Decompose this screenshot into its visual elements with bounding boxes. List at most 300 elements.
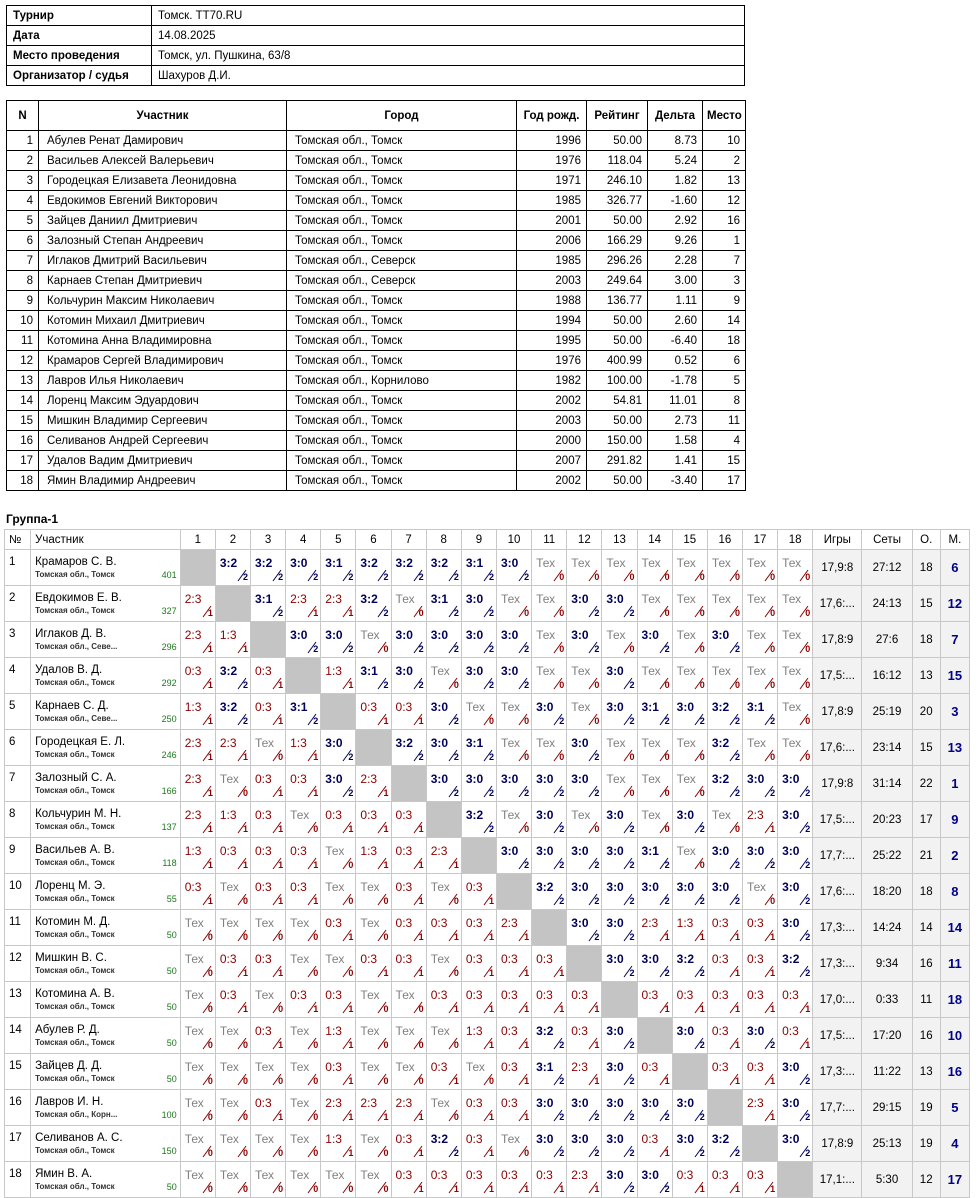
match-points: 1 (734, 1040, 740, 1050)
result-cell (637, 910, 672, 946)
participant-row (7, 231, 746, 251)
player-rating: 137 (161, 822, 177, 832)
match-points: 2 (699, 1112, 705, 1122)
result-cell (778, 874, 813, 910)
result-cell (532, 1162, 567, 1198)
player-city: Томская обл., Севе... (35, 714, 118, 723)
result-cell (532, 730, 567, 766)
info-label: Дата (7, 26, 152, 46)
result-cell (321, 622, 356, 658)
player-city: Томская обл., Томск (35, 1146, 115, 1155)
participant-cell: 17 (703, 471, 746, 491)
points-stat: 16 (912, 946, 940, 982)
match-points: 2 (805, 1112, 811, 1122)
participant-cell: 296.26 (587, 251, 648, 271)
match-points: 2 (453, 752, 459, 762)
match-points: 0 (699, 644, 705, 654)
result-cell (215, 658, 250, 694)
result-cell (742, 766, 777, 802)
match-points: 2 (629, 608, 635, 618)
result-cell (532, 982, 567, 1018)
match-points: 1 (594, 1040, 600, 1050)
player-name: Абулев Р. Д. (35, 1024, 100, 1036)
match-points: 0 (418, 1004, 424, 1014)
result-cell (391, 802, 426, 838)
match-score: 0:3 (711, 916, 729, 930)
column-header: Дельта (648, 101, 703, 131)
match-score: 3:0 (430, 736, 449, 750)
result-cell (426, 550, 461, 586)
match-points: 1 (418, 1184, 424, 1194)
result-cell (567, 910, 602, 946)
match-points: 1 (418, 1112, 424, 1122)
result-cell (778, 694, 813, 730)
participant-row (7, 251, 746, 271)
result-cell (356, 550, 391, 586)
match-points: 1 (699, 1184, 705, 1194)
match-points: 1 (524, 1112, 530, 1122)
match-points: 1 (805, 1040, 811, 1050)
result-cell (286, 766, 321, 802)
match-points: 0 (207, 1076, 213, 1086)
match-points: 2 (629, 716, 635, 726)
match-score: 0:3 (395, 1168, 413, 1182)
result-cell (532, 874, 567, 910)
result-cell (672, 622, 707, 658)
sets-stat: 25:19 (862, 694, 912, 730)
self-cell (778, 1162, 813, 1198)
result-cell (250, 874, 285, 910)
match-score: 3:2 (430, 556, 449, 570)
player-cell (31, 586, 181, 622)
result-cell (672, 802, 707, 838)
result-cell (637, 1126, 672, 1162)
participant-cell: Зайцев Даниил Дмитриевич (39, 211, 287, 231)
match-score: 2:3 (641, 916, 659, 930)
participant-cell: Иглаков Дмитрий Васильевич (39, 251, 287, 271)
self-cell (742, 1126, 777, 1162)
match-score: 3:0 (571, 1132, 589, 1146)
result-cell (250, 694, 285, 730)
match-score: 3:0 (676, 1096, 695, 1110)
match-points: 2 (453, 1148, 459, 1158)
sets-stat: 5:30 (862, 1162, 912, 1198)
participant-row (7, 311, 746, 331)
result-cell (356, 766, 391, 802)
match-score: Тех (500, 1132, 521, 1146)
match-points: 1 (278, 1040, 284, 1050)
match-score: 0:3 (254, 664, 272, 678)
match-points: 2 (559, 824, 565, 834)
match-score: 0:3 (395, 880, 413, 894)
result-cell (250, 946, 285, 982)
match-points: 0 (278, 1184, 284, 1194)
match-points: 0 (383, 644, 389, 654)
match-points: 0 (559, 608, 565, 618)
match-score: 0:3 (254, 700, 272, 714)
result-cell (496, 946, 531, 982)
result-cell (391, 874, 426, 910)
participant-cell: 1 (703, 231, 746, 251)
participant-cell: Томская обл., Томск (287, 391, 517, 411)
match-score: Тех (606, 772, 626, 786)
result-cell (426, 1126, 461, 1162)
participant-cell: 1985 (517, 251, 587, 271)
result-cell (742, 694, 777, 730)
match-score: 3:1 (290, 700, 308, 714)
match-points: 2 (559, 1148, 565, 1158)
match-score: 3:0 (465, 628, 484, 642)
participant-cell: 0.52 (648, 351, 703, 371)
match-score: 2:3 (360, 1096, 378, 1110)
result-cell (321, 730, 356, 766)
match-score: 0:3 (746, 916, 764, 930)
place-stat: 12 (940, 586, 969, 622)
match-points: 1 (524, 968, 530, 978)
participant-cell: 9.26 (648, 231, 703, 251)
match-score: Тех (536, 628, 556, 642)
player-cell (31, 946, 181, 982)
match-score: 3:0 (536, 808, 554, 822)
place-stat: 9 (940, 802, 969, 838)
result-cell (637, 982, 672, 1018)
header-opponent-6: 6 (356, 530, 391, 550)
match-score: 3:1 (430, 592, 449, 606)
result-cell (637, 874, 672, 910)
match-points: 1 (488, 1148, 494, 1158)
match-score: 3:0 (536, 844, 554, 858)
participant-cell: 2006 (517, 231, 587, 251)
result-cell (602, 1090, 637, 1126)
result-cell (180, 694, 215, 730)
result-cell (496, 802, 531, 838)
match-score: 0:3 (395, 808, 413, 822)
result-cell (391, 1090, 426, 1126)
participant-cell: 17 (7, 451, 39, 471)
result-cell (461, 658, 496, 694)
match-points: 0 (242, 1184, 248, 1194)
match-score: Тех (254, 1060, 275, 1074)
result-cell (567, 622, 602, 658)
result-cell (496, 1018, 531, 1054)
match-score: Тех (360, 916, 380, 930)
match-score: Тех (782, 700, 802, 714)
match-points: 0 (453, 896, 459, 906)
match-points: 1 (207, 896, 213, 906)
match-points: 0 (664, 680, 670, 690)
match-score: 3:0 (500, 556, 519, 570)
result-cell (567, 874, 602, 910)
match-score: Тех (360, 1168, 380, 1182)
self-cell (567, 946, 602, 982)
row-number: 11 (5, 910, 31, 946)
participant-cell: 4 (703, 431, 746, 451)
match-score: 2:3 (325, 1096, 342, 1110)
result-cell (707, 1162, 742, 1198)
result-cell (532, 946, 567, 982)
result-cell (426, 658, 461, 694)
participant-cell: Селиванов Андрей Сергеевич (39, 431, 287, 451)
result-cell (602, 1018, 637, 1054)
match-score: 3:0 (571, 772, 589, 786)
match-score: 3:0 (676, 1132, 695, 1146)
match-score: Тех (500, 808, 521, 822)
result-cell (180, 766, 215, 802)
participant-cell: 15 (703, 451, 746, 471)
player-rating: 50 (166, 966, 177, 976)
match-points: 1 (664, 932, 670, 942)
result-cell (321, 658, 356, 694)
participant-cell: Томская обл., Корнилово (287, 371, 517, 391)
match-points: 0 (242, 1148, 248, 1158)
match-points: 2 (594, 752, 600, 762)
games-stat: 17,3:... (813, 910, 862, 946)
result-cell (496, 982, 531, 1018)
match-points: 1 (278, 860, 284, 870)
match-points: 0 (770, 752, 776, 762)
group-row (5, 838, 970, 874)
match-points: 2 (524, 860, 530, 870)
result-cell (180, 586, 215, 622)
result-cell (567, 1054, 602, 1090)
match-score: Тех (746, 736, 767, 750)
match-score: 3:2 (219, 664, 238, 678)
match-score: Тех (465, 1060, 485, 1074)
result-cell (707, 1018, 742, 1054)
match-points: 2 (313, 572, 319, 582)
result-cell (602, 802, 637, 838)
match-points: 2 (559, 1112, 565, 1122)
result-cell (672, 694, 707, 730)
match-points: 2 (524, 644, 530, 654)
participant-cell: Васильев Алексей Валерьевич (39, 151, 287, 171)
match-points: 1 (278, 896, 284, 906)
player-city: Томская обл., Томск (35, 678, 115, 687)
match-score: 3:0 (676, 808, 695, 822)
match-score: 0:3 (536, 1168, 553, 1182)
result-cell (321, 874, 356, 910)
match-points: 0 (629, 644, 635, 654)
match-points: 1 (242, 968, 248, 978)
match-points: 2 (242, 680, 248, 690)
participant-cell: Удалов Вадим Дмитриевич (39, 451, 287, 471)
match-points: 1 (805, 1004, 811, 1014)
match-points: 2 (629, 1040, 635, 1050)
match-score: 0:3 (500, 1024, 518, 1038)
match-score: 0:3 (254, 844, 272, 858)
match-points: 0 (770, 644, 776, 654)
match-score: 0:3 (711, 952, 729, 966)
match-points: 2 (805, 1076, 811, 1086)
result-cell (180, 1090, 215, 1126)
header-opponent-5: 5 (321, 530, 356, 550)
match-points: 1 (453, 932, 459, 942)
match-points: 2 (770, 716, 776, 726)
match-points: 0 (699, 680, 705, 690)
match-points: 2 (734, 896, 740, 906)
result-cell (672, 910, 707, 946)
result-cell (180, 1162, 215, 1198)
match-score: 0:3 (782, 988, 799, 1002)
player-rating: 327 (161, 606, 177, 616)
match-score: 3:1 (360, 664, 378, 678)
match-points: 0 (207, 1112, 213, 1122)
match-points: 1 (348, 1040, 354, 1050)
sets-stat: 17:20 (862, 1018, 912, 1054)
result-cell (742, 1018, 777, 1054)
match-points: 0 (383, 1184, 389, 1194)
match-score: 0:3 (571, 1024, 588, 1038)
match-score: 0:3 (711, 1024, 729, 1038)
match-points: 0 (383, 1148, 389, 1158)
header-place: М. (940, 530, 969, 550)
group-row (5, 658, 970, 694)
match-score: 3:0 (571, 736, 589, 750)
result-cell (778, 658, 813, 694)
match-points: 2 (594, 608, 600, 618)
match-score: 3:2 (395, 556, 413, 570)
result-cell (707, 766, 742, 802)
result-cell (742, 838, 777, 874)
participant-cell: Томская обл., Томск (287, 151, 517, 171)
result-cell (321, 910, 356, 946)
result-cell (286, 838, 321, 874)
player-rating: 50 (166, 1182, 177, 1192)
match-score: 0:3 (254, 1096, 272, 1110)
match-score: 3:0 (782, 772, 800, 786)
participant-cell: 2.60 (648, 311, 703, 331)
match-score: 3:0 (571, 844, 589, 858)
result-cell (532, 1126, 567, 1162)
participant-cell: -1.60 (648, 191, 703, 211)
match-points: 0 (559, 644, 565, 654)
match-points: 1 (207, 860, 213, 870)
match-score: 3:0 (746, 844, 765, 858)
result-cell (461, 550, 496, 586)
participant-cell: Карнаев Степан Дмитриевич (39, 271, 287, 291)
participant-cell: Городецкая Елизавета Леонидовна (39, 171, 287, 191)
match-score: 3:0 (536, 1096, 554, 1110)
points-stat: 18 (912, 622, 940, 658)
match-points: 1 (418, 860, 424, 870)
participant-cell: 7 (7, 251, 39, 271)
result-cell (742, 946, 777, 982)
place-stat: 10 (940, 1018, 969, 1054)
match-score: 0:3 (676, 988, 694, 1002)
participant-cell: Мишкин Владимир Сергеевич (39, 411, 287, 431)
match-points: 1 (278, 680, 284, 690)
match-score: 2:3 (395, 1096, 413, 1110)
games-stat: 17,6:... (813, 730, 862, 766)
result-cell (286, 550, 321, 586)
match-points: 2 (453, 608, 459, 618)
match-score: 0:3 (465, 988, 483, 1002)
match-score: 3:0 (606, 1024, 624, 1038)
match-points: 0 (524, 608, 530, 618)
participant-cell: 16 (703, 211, 746, 231)
match-score: Тех (254, 1168, 275, 1182)
match-score: 0:3 (395, 844, 413, 858)
participant-cell: 50.00 (587, 211, 648, 231)
player-rating: 50 (166, 930, 177, 940)
match-score: Тех (360, 1060, 380, 1074)
match-score: 2:3 (184, 808, 202, 822)
match-points: 0 (805, 608, 811, 618)
self-cell (426, 802, 461, 838)
player-cell (31, 802, 181, 838)
match-score: 0:3 (430, 1060, 448, 1074)
participant-cell: 2007 (517, 451, 587, 471)
match-points: 0 (805, 716, 811, 726)
result-cell (321, 802, 356, 838)
self-cell (496, 874, 531, 910)
match-points: 1 (488, 1040, 494, 1050)
row-number: 18 (5, 1162, 31, 1198)
match-score: 3:0 (430, 628, 449, 642)
player-rating: 296 (161, 642, 177, 652)
match-points: 0 (453, 968, 459, 978)
match-score: 3:0 (465, 592, 484, 606)
match-score: 0:3 (500, 1060, 518, 1074)
result-cell (286, 946, 321, 982)
result-cell (286, 730, 321, 766)
match-points: 1 (313, 860, 319, 870)
match-score: 1:3 (184, 844, 202, 858)
result-cell (356, 910, 391, 946)
match-score: 0:3 (746, 952, 764, 966)
result-cell (215, 802, 250, 838)
player-cell (31, 658, 181, 694)
match-score: Тех (290, 808, 310, 822)
match-score: Тех (325, 844, 345, 858)
match-score: Тех (325, 880, 345, 894)
participant-cell: 1995 (517, 331, 587, 351)
match-score: 3:0 (641, 952, 659, 966)
match-points: 2 (559, 1076, 565, 1086)
result-cell (461, 1126, 496, 1162)
self-cell (391, 766, 426, 802)
match-points: 2 (664, 968, 670, 978)
match-points: 2 (629, 1184, 635, 1194)
match-points: 0 (313, 1040, 319, 1050)
match-points: 0 (629, 788, 635, 798)
result-cell (567, 1090, 602, 1126)
result-cell (742, 622, 777, 658)
result-cell (426, 1018, 461, 1054)
match-score: 3:0 (571, 592, 589, 606)
match-points: 1 (770, 968, 776, 978)
match-score: 3:0 (782, 1096, 800, 1110)
result-cell (250, 910, 285, 946)
match-score: 0:3 (290, 988, 307, 1002)
match-points: 1 (453, 1184, 459, 1194)
match-points: 1 (418, 932, 424, 942)
result-cell (778, 1090, 813, 1126)
match-score: 1:3 (676, 916, 694, 930)
match-score: 2:3 (219, 736, 237, 750)
match-score: Тех (395, 1060, 415, 1074)
result-cell (215, 550, 250, 586)
participant-row (7, 431, 746, 451)
match-score: 0:3 (676, 1168, 694, 1182)
place-stat: 11 (940, 946, 969, 982)
participant-cell: 249.64 (587, 271, 648, 291)
match-points: 0 (488, 716, 494, 726)
result-cell (672, 1162, 707, 1198)
participant-cell: 3.00 (648, 271, 703, 291)
place-stat: 17 (940, 1162, 969, 1198)
place-stat: 3 (940, 694, 969, 730)
